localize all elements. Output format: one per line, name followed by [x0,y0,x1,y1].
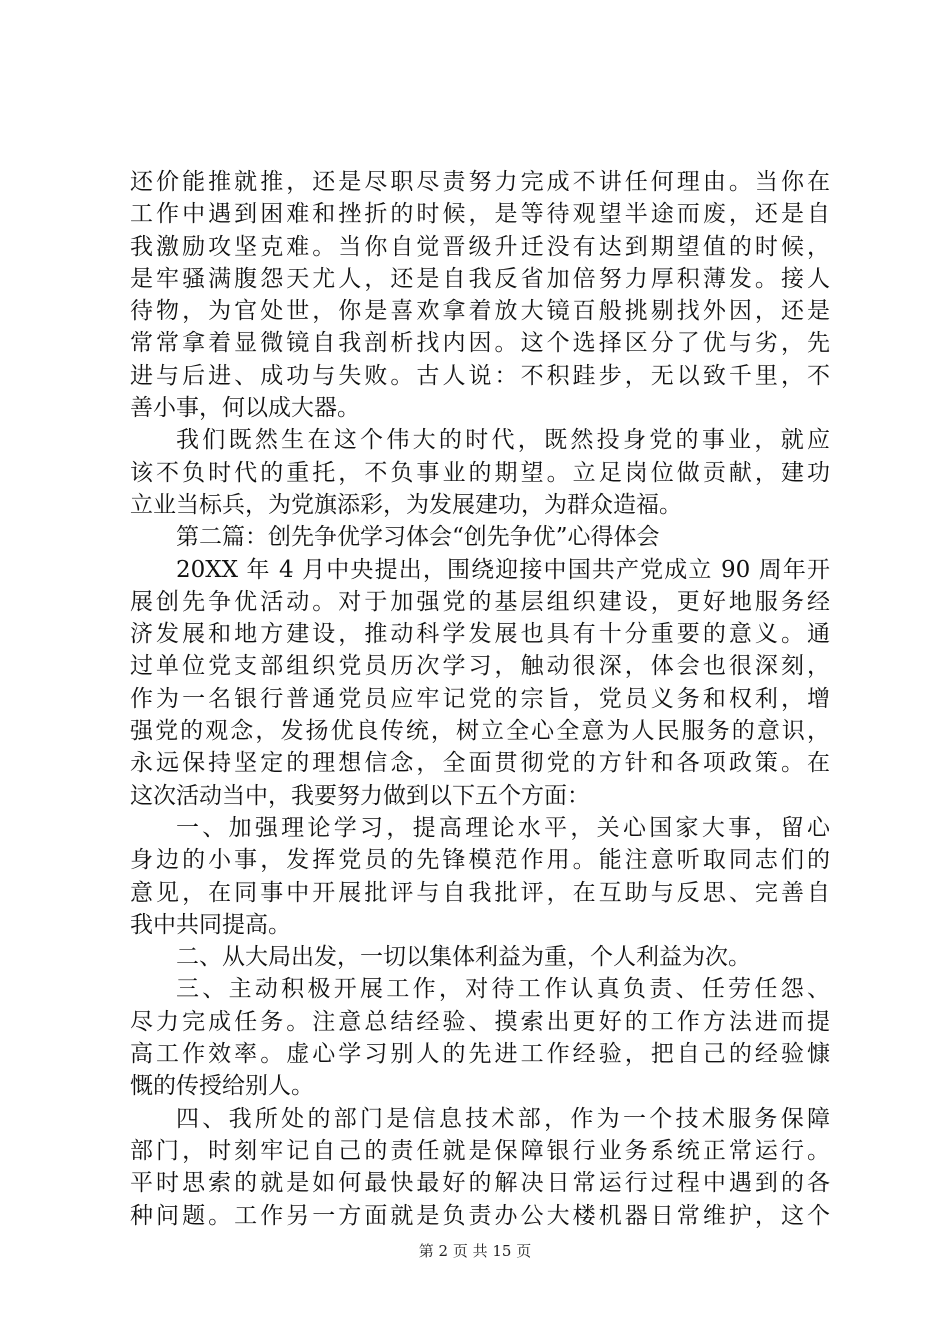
text-line: 这次活动当中，我要努力做到以下五个方面： [130,782,590,809]
text-line: 尽力完成任务。注意总结经验、摸索出更好的工作方法进而提 [130,1008,830,1035]
text-line: 20XX 年 4 月中央提出，围绕迎接中国共产党成立 90 周年开 [176,556,830,583]
text-line: 永远保持坚定的理想信念，全面贯彻党的方针和各项政策。在 [130,750,830,777]
text-line: 意见，在同事中开展批评与自我批评，在互助与反思、完善自 [130,879,830,906]
text-line: 强党的观念，发扬优良传统，树立全心全意为人民服务的意识， [130,718,830,745]
text-line: 进与后进、成功与失败。古人说：不积跬步，无以致千里，不 [130,362,830,389]
text-line: 工作中遇到困难和挫折的时候，是等待观望半途而废，还是自 [130,201,830,228]
text-line: 种问题。工作另一方面就是负责办公大楼机器日常维护，这个 [130,1202,830,1229]
document-body [130,166,830,1232]
text-line: 我中共同提高。 [130,911,291,938]
text-line: 立业当标兵，为党旗添彩，为发展建功，为群众造福。 [130,491,682,518]
text-line: 过单位党支部组织党员历次学习，触动很深，体会也很深刻， [130,653,830,680]
text-line: 善小事，何以成大器。 [130,395,360,422]
text-line: 还价能推就推，还是尽职尽责努力完成不讲任何理由。当你在 [130,169,830,195]
page-footer: 第 2 页 共 15 页 [418,1242,532,1260]
text-line: 一、加强理论学习，提高理论水平，关心国家大事，留心 [176,814,830,841]
text-line: 平时思索的就是如何最快最好的解决日常运行过程中遇到的各 [130,1170,830,1197]
text-line: 是牢骚满腹怨天尤人，还是自我反省加倍努力厚积薄发。接人 [130,265,830,292]
text-line: 作为一名银行普通党员应牢记党的宗旨，党员义务和权利，增 [130,685,830,712]
text-line: 部门，时刻牢记自己的责任就是保障银行业务系统正常运行。 [130,1137,830,1164]
text-line: 慨的传授给别人。 [130,1073,314,1100]
text-line: 该不负时代的重托，不负事业的期望。立足岗位做贡献，建功 [130,459,830,486]
text-line: 高工作效率。虚心学习别人的先进工作经验，把自己的经验慷 [130,1041,830,1068]
text-line: 四、我所处的部门是信息技术部，作为一个技术服务保障 [176,1105,830,1132]
text-line: 身边的小事，发挥党员的先锋模范作用。能注意听取同志们的 [130,847,830,874]
text-line: 常常拿着显微镜自我剖析找内因。这个选择区分了优与劣，先 [130,330,830,357]
text-line: 济发展和地方建设，推动科学发展也具有十分重要的意义。通 [130,621,830,648]
text-line: 我们既然生在这个伟大的时代，既然投身党的事业，就应 [176,427,830,454]
text-line: 二、从大局出发，一切以集体利益为重，个人利益为次。 [176,944,751,971]
text-line: 三、主动积极开展工作，对待工作认真负责、任劳任怨、 [176,976,830,1003]
text-line: 待物，为官处世，你是喜欢拿着放大镜百般挑剔找外因，还是 [130,298,830,325]
text-line: 我激励攻坚克难。当你自觉晋级升迁没有达到期望值的时候， [130,233,830,260]
text-line: 展创先争优活动。对于加强党的基层组织建设，更好地服务经 [130,588,830,615]
text-line: 第二篇：创先争优学习体会“创先争优”心得体会 [176,524,660,551]
